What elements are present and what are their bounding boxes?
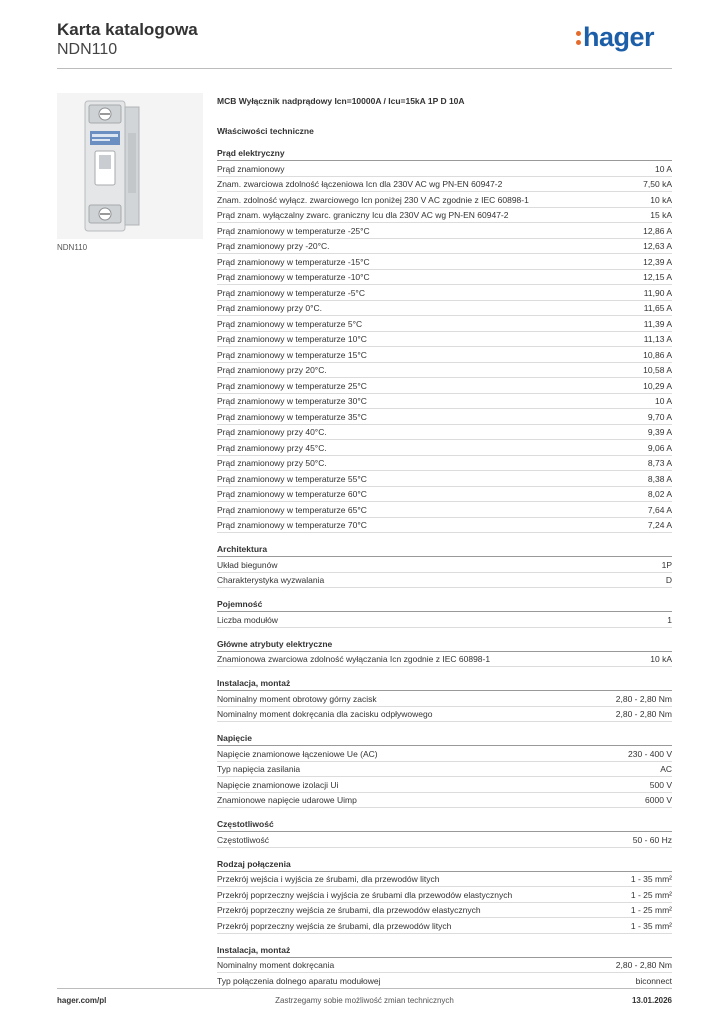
spec-value: 7,50 kA: [643, 179, 672, 189]
section-gap: [217, 722, 672, 732]
spec-value: 500 V: [649, 779, 672, 790]
section-title: Architektura: [217, 543, 672, 557]
spec-label: Prąd znamionowy w temperaturze 30°C: [217, 396, 367, 406]
spec-row: [217, 872, 672, 888]
section-title: Częstotliwość: [217, 818, 672, 832]
section-title: Główne atrybuty elektryczne: [217, 638, 672, 652]
spec-value: 7,24 A: [647, 520, 672, 530]
spec-value: 15 kA: [650, 210, 672, 220]
spec-label: Prąd znamionowy w temperaturze -25°C: [217, 225, 370, 236]
spec-value: 1 - 35 mm²: [630, 874, 672, 884]
spec-label: Prąd znamionowy w temperaturze 5°C: [217, 318, 363, 329]
spec-row: [217, 518, 672, 534]
hager-logo: [576, 22, 654, 53]
spec-value: 12,63 A: [643, 241, 672, 251]
spec-row: [217, 487, 672, 503]
spec-row: [217, 332, 672, 348]
spec-row: [217, 270, 672, 286]
spec-value: 6000 V: [645, 795, 672, 805]
spec-value: AC: [660, 764, 672, 774]
spec-value: 11,65 A: [643, 303, 672, 313]
section-title: Instalacja, montaż: [217, 944, 672, 958]
spec-row: [217, 316, 672, 332]
page-title: Karta katalogowa: [57, 20, 198, 39]
section-gap: [217, 533, 672, 543]
technical-properties-heading: Właściwości techniczne: [217, 126, 314, 136]
spec-label: Przekrój poprzeczny wejścia ze śrubami, dla przewodów litych: [217, 920, 452, 931]
spec-row: [217, 973, 672, 989]
section-title: Pojemność: [217, 598, 672, 612]
spec-value: 2,80 - 2,80 Nm: [615, 709, 672, 719]
spec-label: Znam. zdolność wyłącz. zwarciowego Icn poniżej 230 V AC zgodnie z IEC 60898-1: [217, 194, 529, 205]
spec-row: [217, 177, 672, 193]
section-gap: [217, 588, 672, 598]
spec-label: Typ połączenia dolnego aparatu modułowej: [217, 975, 381, 986]
spec-row: [217, 707, 672, 723]
product-image-label: NDN110: [57, 243, 88, 252]
product-title: MCB Wyłącznik nadprądowy Icn=10000A / Icu=15kA 1P D 10A: [217, 96, 465, 106]
footer-divider: [57, 988, 672, 989]
spec-label: Przekrój poprzeczny wejścia i wyjścia ze śrubami dla przewodów elastycznych: [217, 889, 513, 900]
spec-value: 1 - 35 mm²: [630, 920, 672, 931]
spec-row: [217, 573, 672, 589]
footer-disclaimer: Zastrzegamy sobie możliwość zmian technicznych: [275, 996, 454, 1005]
spec-label: Prąd znamionowy przy 20°C.: [217, 365, 327, 375]
spec-label: Prąd znamionowy w temperaturze -15°C: [217, 256, 370, 267]
spec-row: [217, 793, 672, 809]
spec-label: Prąd znamionowy w temperaturze 55°C: [217, 473, 367, 484]
section-gap: [217, 934, 672, 944]
spec-label: Prąd znamionowy w temperaturze 25°C: [217, 380, 367, 391]
spec-row: [217, 409, 672, 425]
spec-value: 8,73 A: [647, 458, 672, 468]
spec-row: [217, 958, 672, 974]
spec-value: 11,90 A: [643, 287, 672, 298]
spec-value: 1 - 25 mm²: [630, 905, 672, 915]
section-gap: [217, 628, 672, 638]
spec-row: [217, 394, 672, 410]
spec-row: [217, 557, 672, 573]
spec-value: 11,39 A: [643, 318, 672, 329]
spec-row: [217, 363, 672, 379]
spec-value: 2,80 - 2,80 Nm: [615, 960, 672, 970]
spec-row: [217, 285, 672, 301]
spec-row: [217, 456, 672, 472]
page-header: [57, 20, 672, 68]
section-gap: [217, 667, 672, 677]
spec-label: Znamionowe napięcie udarowe Uimp: [217, 795, 357, 805]
spec-label: Liczba modułów: [217, 614, 278, 625]
spec-value: 8,02 A: [647, 489, 672, 499]
spec-row: [217, 208, 672, 224]
spec-label: Prąd znamionowy przy -20°C.: [217, 241, 330, 251]
logo-dots-icon: [576, 29, 582, 47]
spec-value: 1P: [661, 559, 672, 570]
spec-value: 230 - 400 V: [628, 748, 672, 759]
spec-label: Prąd znamionowy w temperaturze 70°C: [217, 520, 367, 530]
spec-row: [217, 254, 672, 270]
spec-value: biconnect: [635, 975, 672, 986]
spec-value: 10,86 A: [643, 349, 672, 360]
spec-label: Nominalny moment obrotowy górny zacisk: [217, 693, 377, 704]
spec-value: 8,38 A: [647, 473, 672, 484]
spec-row: [217, 777, 672, 793]
spec-row: [217, 347, 672, 363]
spec-label: Znamionowa zwarciowa zdolność wyłączania Icn zgodnie z IEC 60898-1: [217, 654, 491, 664]
spec-label: Prąd znamionowy w temperaturze 10°C: [217, 334, 367, 344]
spec-label: Napięcie znamionowe izolacji Ui: [217, 779, 339, 790]
spec-row: [217, 502, 672, 518]
spec-label: Prąd znamionowy przy 40°C.: [217, 427, 327, 437]
spec-row: [217, 440, 672, 456]
spec-value: 10 kA: [650, 654, 672, 664]
spec-row: [217, 832, 672, 848]
spec-label: Prąd znamionowy w temperaturze -10°C: [217, 272, 370, 282]
spec-label: Charakterystyka wyzwalania: [217, 575, 325, 585]
spec-value: 1 - 25 mm²: [630, 889, 672, 900]
spec-value: 9,39 A: [647, 427, 672, 437]
spec-sections: [217, 147, 672, 989]
spec-label: Nominalny moment dokręcania dla zacisku odpływowego: [217, 709, 433, 719]
section-gap: [217, 808, 672, 818]
spec-value: D: [665, 575, 672, 585]
spec-value: 9,06 A: [647, 442, 672, 453]
spec-value: 10,29 A: [643, 380, 672, 391]
spec-content: [217, 95, 672, 989]
spec-row: [217, 161, 672, 177]
spec-label: Prąd znamionowy przy 50°C.: [217, 458, 327, 468]
spec-row: [217, 378, 672, 394]
spec-row: [217, 918, 672, 934]
spec-row: [217, 887, 672, 903]
spec-label: Przekrój poprzeczny wejścia ze śrubami, dla przewodów elastycznych: [217, 905, 481, 915]
spec-row: [217, 223, 672, 239]
spec-row: [217, 471, 672, 487]
spec-label: Układ biegunów: [217, 559, 278, 570]
spec-value: 12,15 A: [643, 272, 672, 282]
spec-row: [217, 903, 672, 919]
header-divider: [57, 68, 672, 69]
spec-value: 12,39 A: [643, 256, 672, 267]
section-title: Rodzaj połączenia: [217, 858, 672, 872]
section-title: Instalacja, montaż: [217, 677, 672, 691]
spec-label: Prąd znam. wyłączalny zwarc. graniczny Icu dla 230V AC wg PN-EN 60947-2: [217, 210, 509, 220]
footer-date: 13.01.2026: [631, 996, 672, 1005]
spec-label: Przekrój wejścia i wyjścia ze śrubami, dla przewodów litych: [217, 874, 440, 884]
spec-value: 2,80 - 2,80 Nm: [615, 693, 672, 704]
spec-row: [217, 192, 672, 208]
spec-value: 10 A: [654, 163, 672, 174]
circuit-breaker-icon: [57, 93, 203, 239]
spec-value: 9,70 A: [647, 411, 672, 422]
spec-label: Prąd znamionowy przy 45°C.: [217, 442, 327, 453]
spec-label: Nominalny moment dokręcania: [217, 960, 335, 970]
spec-label: Napięcie znamionowe łączeniowe Ue (AC): [217, 748, 378, 759]
spec-label: Częstotliwość: [217, 834, 269, 845]
section-title: Napięcie: [217, 732, 672, 746]
spec-row: [217, 239, 672, 255]
section-title: Prąd elektryczny: [217, 147, 672, 161]
spec-label: Prąd znamionowy przy 0°C.: [217, 303, 322, 313]
spec-value: 11,13 A: [643, 334, 672, 344]
spec-label: Typ napięcia zasilania: [217, 764, 301, 774]
spec-value: 50 - 60 Hz: [632, 834, 672, 845]
spec-value: 10 kA: [650, 194, 672, 205]
spec-label: Prąd znamionowy w temperaturze -5°C: [217, 287, 365, 298]
spec-label: Prąd znamionowy w temperaturze 60°C: [217, 489, 367, 499]
spec-label: Znam. zwarciowa zdolność łączeniowa Icn dla 230V AC wg PN-EN 60947-2: [217, 179, 503, 189]
spec-row: [217, 652, 672, 668]
spec-row: [217, 425, 672, 441]
spec-label: Prąd znamionowy w temperaturze 65°C: [217, 504, 367, 515]
spec-value: 1: [667, 614, 672, 625]
spec-value: 12,86 A: [643, 225, 672, 236]
logo-text: hager: [582, 22, 654, 52]
spec-label: Prąd znamionowy w temperaturze 15°C: [217, 349, 367, 360]
page-subtitle: NDN110: [57, 41, 118, 58]
spec-label: Prąd znamionowy: [217, 163, 285, 174]
spec-row: [217, 612, 672, 628]
spec-value: 7,64 A: [647, 504, 672, 515]
footer-website-link[interactable]: hager.com/pl: [57, 996, 107, 1005]
spec-row: [217, 746, 672, 762]
section-gap: [217, 848, 672, 858]
spec-value: 10,58 A: [643, 365, 672, 375]
spec-label: Prąd znamionowy w temperaturze 35°C: [217, 411, 367, 422]
product-image: [57, 93, 203, 239]
spec-row: [217, 762, 672, 778]
spec-value: 10 A: [654, 396, 672, 406]
spec-row: [217, 301, 672, 317]
spec-row: [217, 691, 672, 707]
